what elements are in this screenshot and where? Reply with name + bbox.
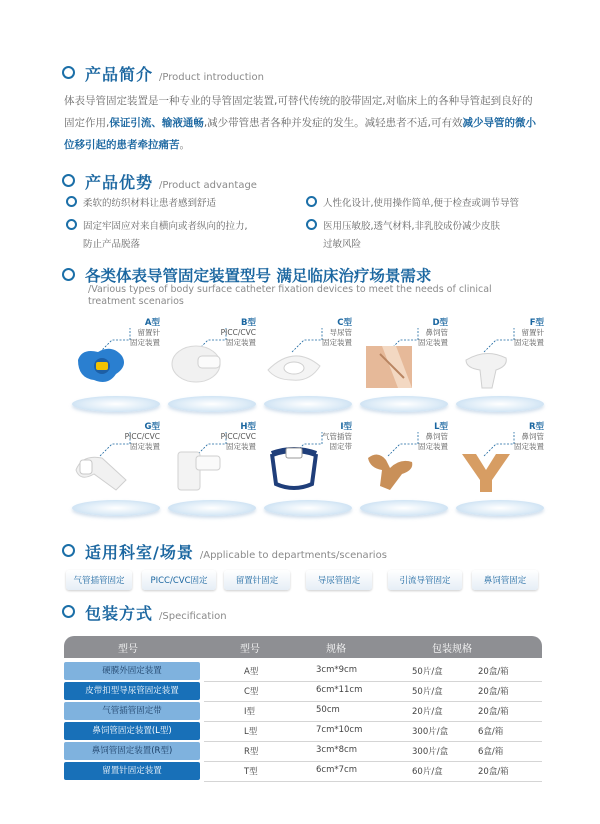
table-row — [64, 742, 542, 760]
intro-heading — [62, 62, 264, 85]
target-bullet-icon — [306, 196, 317, 207]
header-cell: 规格 — [326, 644, 346, 655]
spec-heading — [62, 601, 227, 624]
product-label — [418, 422, 448, 452]
product-desc-1: 鼻饲管 — [425, 432, 448, 441]
intro-highlight-2: 减少导管的微小位移引起的患者牵拉痛苦 — [64, 117, 537, 151]
product-image — [264, 340, 324, 396]
circle-bullet-icon — [62, 544, 75, 557]
spec-title: 包装方式 — [85, 604, 154, 623]
product-desc-1: 鼻饲管 — [521, 432, 544, 441]
table-row — [64, 702, 542, 720]
advantage-text: 医用压敏胶,透气材料,非乳胶成份减少皮肤 — [323, 221, 501, 232]
product-desc-1: PICC/CVC — [124, 432, 160, 441]
product-image — [456, 444, 516, 500]
row-type: T型 — [244, 767, 258, 777]
product-label — [125, 422, 160, 452]
circle-bullet-icon — [62, 174, 75, 187]
row-box: 6盒/箱 — [478, 747, 504, 757]
row-box: 20盒/箱 — [478, 707, 509, 717]
product-desc-2: 固定装置 — [418, 338, 448, 347]
product-desc-2: 固定装置 — [514, 442, 544, 451]
product-image — [360, 340, 420, 396]
row-name: 皮带扣型导尿管固定装置 — [64, 682, 200, 700]
row-name: 气管插管固定带 — [64, 702, 200, 720]
product-desc-2: 固定装置 — [322, 338, 352, 347]
display-plate — [456, 396, 544, 412]
row-name: 鼻饲管固定装置(L型) — [64, 722, 200, 740]
product-desc-2: 固定装置 — [514, 338, 544, 347]
product-desc-1: PICC/CVC — [220, 328, 256, 337]
advantage-item — [306, 218, 500, 254]
product-type: I型 — [340, 422, 352, 432]
row-box: 6盒/箱 — [478, 727, 504, 737]
types-subtitle: /Various types of body surface catheter fixation devices to meet the needs of clinical treatment scenarios — [88, 284, 492, 307]
product-type: C型 — [337, 318, 352, 328]
header-cell: 包装规格 — [432, 644, 472, 655]
row-size: 6cm*7cm — [316, 765, 357, 775]
product-desc-2: 固定装置 — [226, 442, 256, 451]
row-pack: 50片/盒 — [412, 667, 443, 677]
product-type: G型 — [144, 422, 160, 432]
display-plate — [168, 396, 256, 412]
product-desc-1: 鼻饲管 — [425, 328, 448, 337]
product-card — [68, 318, 164, 414]
product-desc-1: 导尿管 — [329, 328, 352, 337]
dept-tag: 鼻饲管固定 — [472, 570, 538, 590]
target-bullet-icon — [306, 219, 317, 230]
row-name: 硬膜外固定装置 — [64, 662, 200, 680]
circle-bullet-icon — [62, 66, 75, 79]
advantage-item — [306, 195, 519, 213]
advantage-text-cont: 防止产品脱落 — [83, 239, 141, 250]
product-type: A型 — [144, 318, 160, 328]
row-type: L型 — [244, 727, 258, 737]
row-type: A型 — [244, 667, 259, 677]
product-card — [356, 422, 452, 518]
departments-title: 适用科室/场景 — [85, 543, 194, 562]
product-desc-1: PICC/CVC — [220, 432, 256, 441]
display-plate — [456, 500, 544, 516]
intro-highlight-1: 保证引流、输液通畅 — [109, 117, 204, 129]
advantage-subtitle: /Product advantage — [159, 180, 257, 191]
product-image — [360, 444, 420, 500]
product-desc-2: 固定带 — [329, 442, 352, 451]
product-image — [72, 444, 132, 500]
advantage-text: 柔软的纺织材料让患者感到舒适 — [83, 198, 217, 209]
display-plate — [72, 500, 160, 516]
advantage-title: 产品优势 — [85, 173, 154, 192]
advantage-text-cont: 过敏风险 — [323, 239, 362, 250]
product-card — [260, 422, 356, 518]
advantage-text: 固定牢固应对来自横向或者纵向的拉力, — [83, 221, 248, 232]
intro-paragraph — [64, 90, 542, 156]
product-image — [72, 340, 132, 396]
table-row — [64, 682, 542, 700]
table-row — [64, 762, 542, 780]
row-size: 7cm*10cm — [316, 725, 363, 735]
dept-tag: 导尿管固定 — [306, 570, 372, 590]
target-bullet-icon — [66, 196, 77, 207]
product-type: D型 — [432, 318, 448, 328]
row-pack: 60片/盒 — [412, 767, 443, 777]
product-image — [264, 444, 324, 500]
advantage-item — [66, 218, 248, 254]
advantage-item — [66, 195, 216, 213]
dept-tag: PICC/CVC固定 — [142, 570, 216, 590]
row-name: 鼻饲管固定装置(R型) — [64, 742, 200, 760]
product-image — [168, 444, 228, 500]
product-desc-1: 留置针 — [521, 328, 544, 337]
row-pack: 50片/盒 — [412, 687, 443, 697]
product-type: H型 — [240, 422, 256, 432]
target-bullet-icon — [66, 219, 77, 230]
advantage-text: 人性化设计,使用操作简单,便于检查或调节导管 — [323, 198, 520, 209]
row-size: 6cm*11cm — [316, 685, 363, 695]
product-desc-2: 固定装置 — [130, 338, 160, 347]
product-card — [452, 422, 548, 518]
product-card — [68, 422, 164, 518]
display-plate — [168, 500, 256, 516]
product-label — [322, 422, 352, 452]
header-cell: 型号 — [118, 644, 138, 655]
table-row — [64, 662, 542, 680]
row-type: C型 — [244, 687, 259, 697]
circle-bullet-icon — [62, 605, 75, 618]
departments-heading — [62, 540, 387, 563]
product-type: F型 — [529, 318, 544, 328]
product-card — [356, 318, 452, 414]
display-plate — [360, 396, 448, 412]
product-desc-1: 留置针 — [137, 328, 160, 337]
row-size: 50cm — [316, 705, 340, 715]
row-pack: 300片/盒 — [412, 747, 449, 757]
display-plate — [360, 500, 448, 516]
display-plate — [264, 396, 352, 412]
product-label — [418, 318, 448, 348]
circle-bullet-icon — [62, 268, 75, 281]
product-desc-1: 气管插管 — [322, 432, 352, 441]
row-type: R型 — [244, 747, 259, 757]
advantage-heading — [62, 170, 257, 193]
product-card — [164, 422, 260, 518]
row-box: 20盒/箱 — [478, 767, 509, 777]
row-pack: 300片/盒 — [412, 727, 449, 737]
types-heading — [62, 264, 431, 286]
product-label — [130, 318, 160, 348]
product-image — [168, 340, 228, 396]
product-desc-2: 固定装置 — [418, 442, 448, 451]
product-label — [514, 422, 544, 452]
intro-subtitle: /Product introduction — [159, 72, 264, 83]
display-plate — [264, 500, 352, 516]
product-card — [452, 318, 548, 414]
row-divider — [204, 781, 542, 782]
departments-subtitle: /Applicable to departments/scenarios — [199, 550, 387, 561]
intro-title: 产品简介 — [85, 65, 154, 84]
row-type: I型 — [244, 707, 256, 717]
product-label — [322, 318, 352, 348]
dept-tag: 引流导管固定 — [388, 570, 462, 590]
product-type: B型 — [241, 318, 256, 328]
product-label — [221, 318, 256, 348]
intro-text-1: 体表导管固定装置是一种专业的导管固定装置,可替代传统的胶带固定,对临床上的各种导管起到良好的固定作用, — [64, 95, 533, 129]
types-title: 各类体表导管固定装置型号 满足临床治疗场景需求 — [85, 267, 432, 285]
product-image — [456, 340, 516, 396]
row-size: 3cm*8cm — [316, 745, 357, 755]
product-type: R型 — [528, 422, 544, 432]
table-row — [64, 722, 542, 740]
row-box: 20盒/箱 — [478, 667, 509, 677]
row-name: 留置针固定装置 — [64, 762, 200, 780]
product-label — [221, 422, 256, 452]
intro-text-3: 。 — [179, 139, 190, 151]
row-pack: 20片/盒 — [412, 707, 443, 717]
product-desc-2: 固定装置 — [130, 442, 160, 451]
product-card — [260, 318, 356, 414]
display-plate — [72, 396, 160, 412]
spec-subtitle: /Specification — [159, 611, 227, 622]
dept-tag: 气管插管固定 — [66, 570, 132, 590]
spec-table-header — [64, 636, 542, 658]
product-desc-2: 固定装置 — [226, 338, 256, 347]
intro-text-2: ,减少带管患者各种并发症的发生。减轻患者不适,可有效 — [203, 117, 463, 129]
header-cell: 型号 — [240, 644, 260, 655]
row-box: 20盒/箱 — [478, 687, 509, 697]
dept-tag: 留置针固定 — [224, 570, 290, 590]
product-type: L型 — [434, 422, 448, 432]
product-card — [164, 318, 260, 414]
row-size: 3cm*9cm — [316, 665, 357, 675]
product-label — [514, 318, 544, 348]
